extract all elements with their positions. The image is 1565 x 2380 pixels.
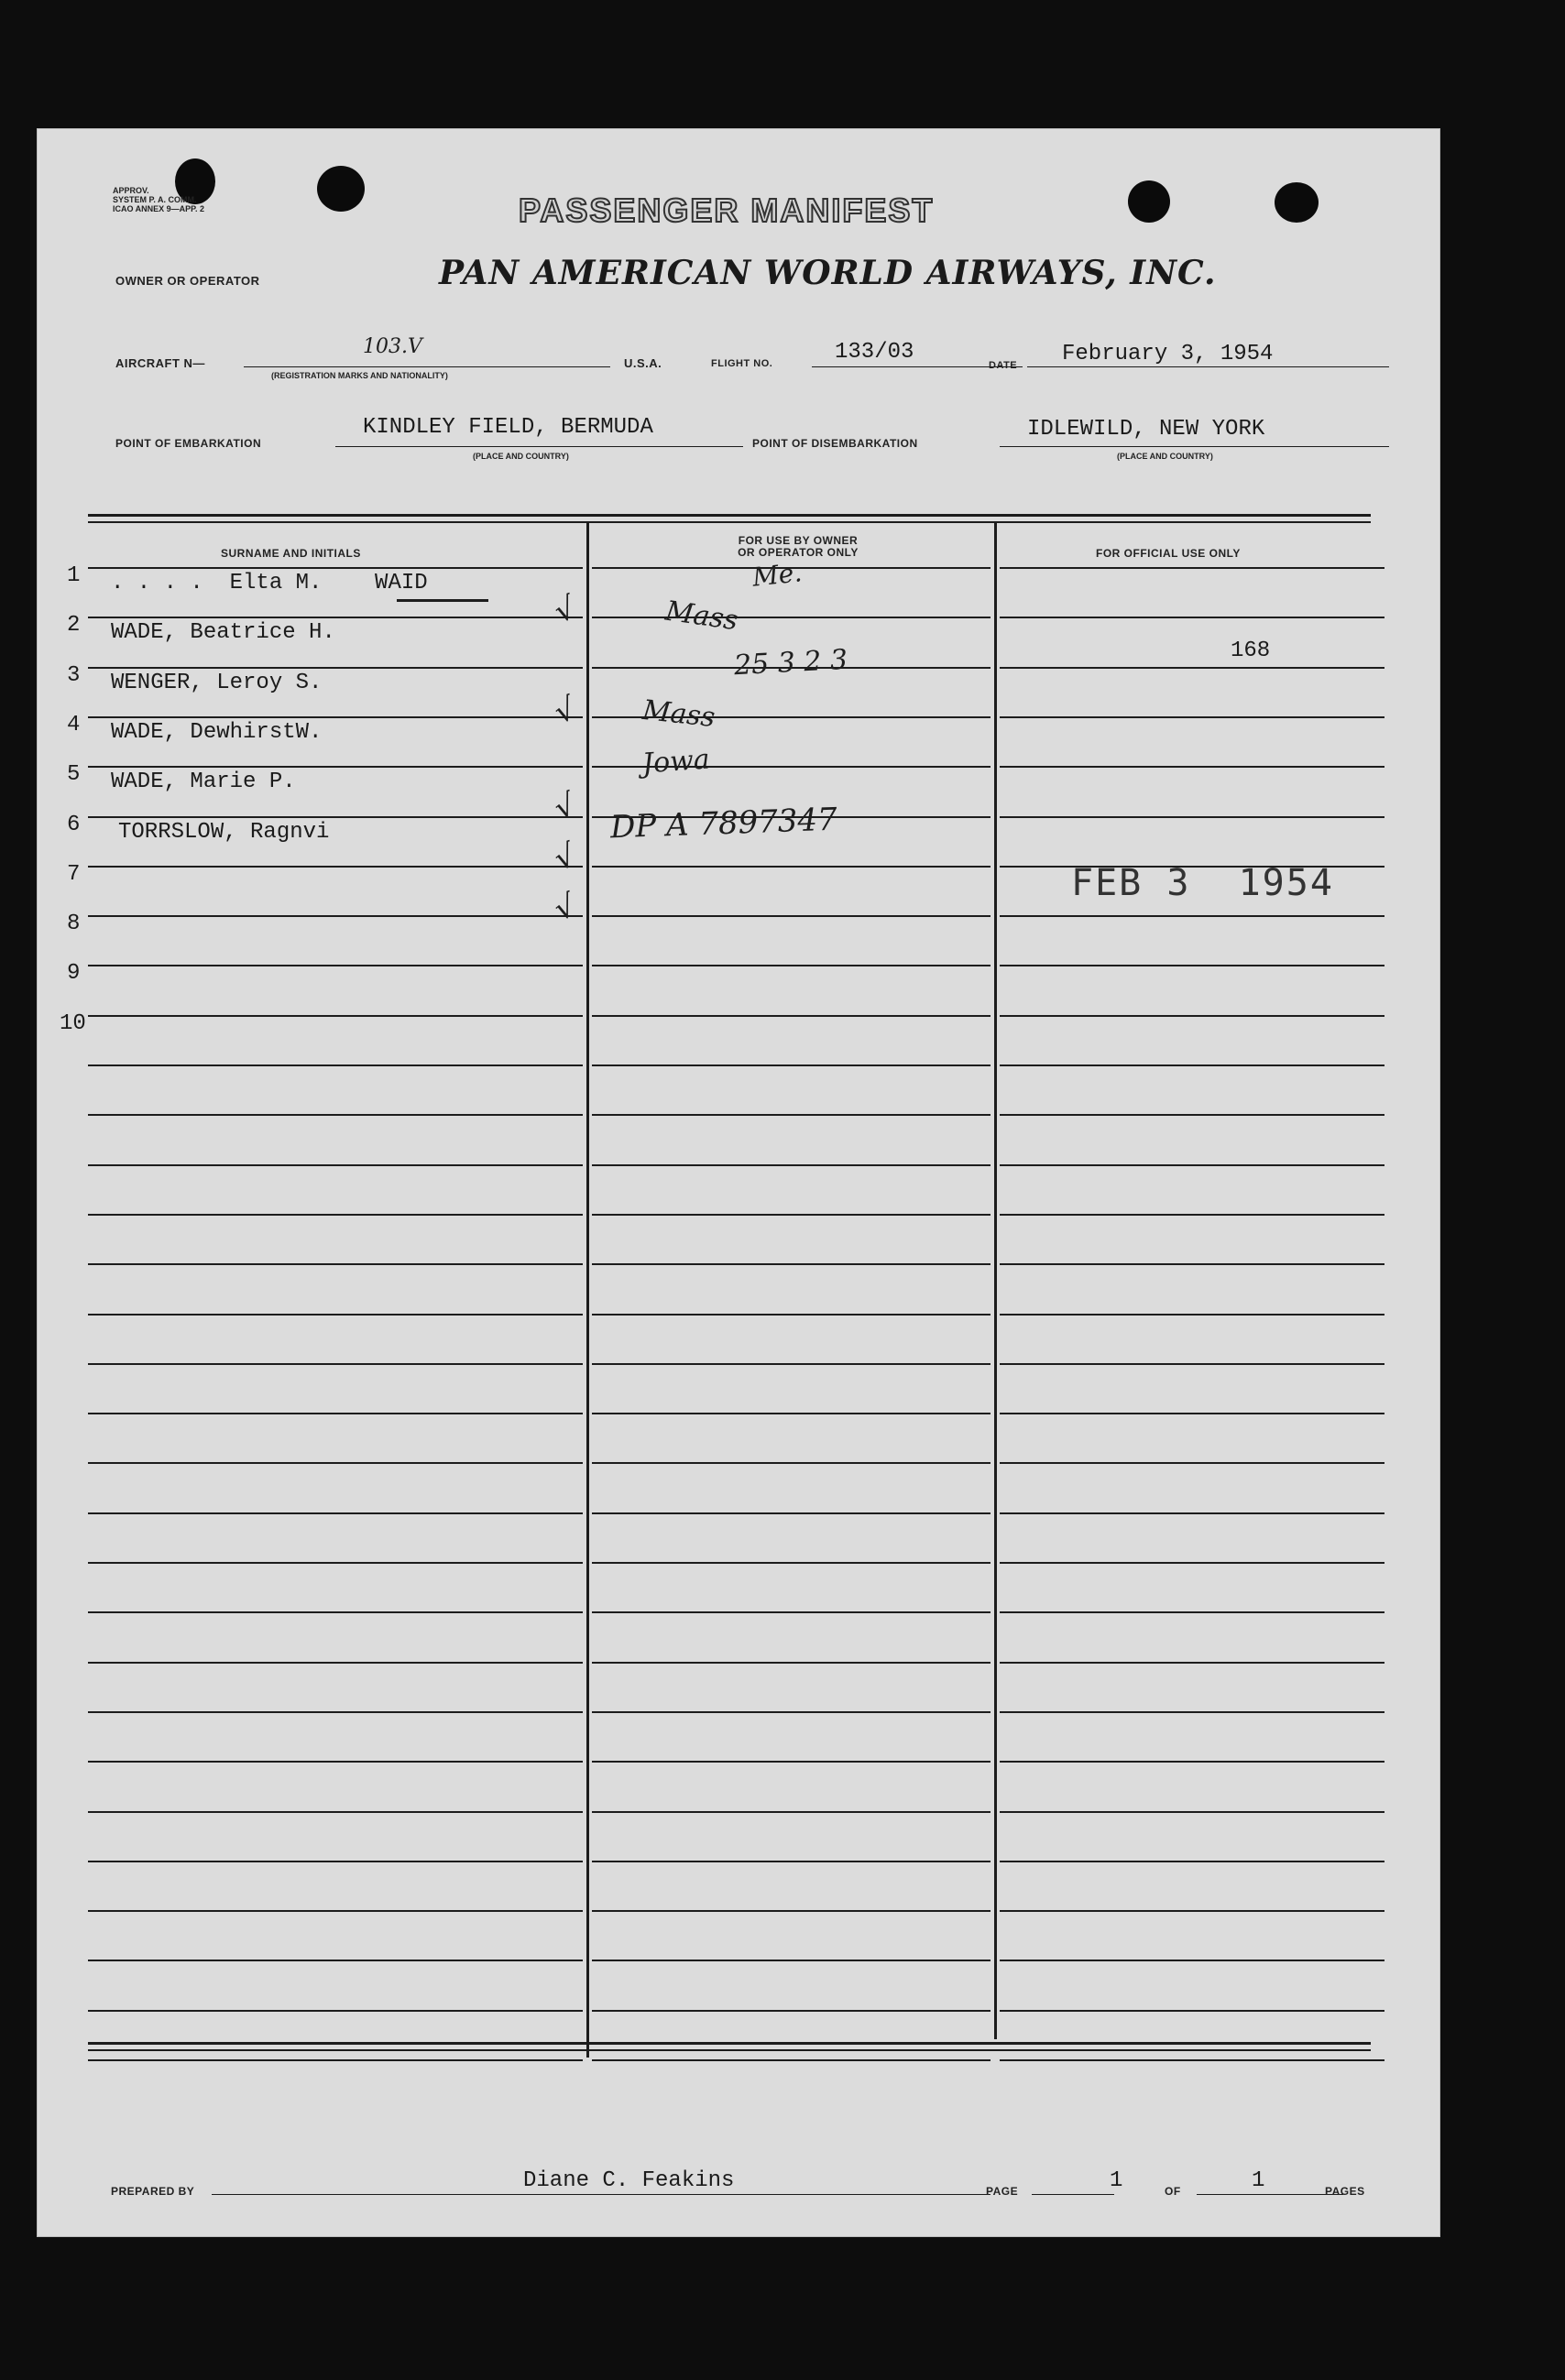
- row-rule: [88, 2059, 583, 2061]
- row-rule: [592, 866, 990, 868]
- row-rule: [88, 1562, 583, 1564]
- usa-label: U.S.A.: [624, 356, 662, 370]
- row-number: 5: [67, 762, 81, 787]
- punch-hole: [1128, 180, 1170, 223]
- row-rule: [1000, 1512, 1384, 1514]
- row-rule: [592, 1761, 990, 1763]
- owner-note: Jowa: [640, 743, 711, 781]
- row-rule: [592, 1214, 990, 1216]
- disembarkation-value: IDLEWILD, NEW YORK: [1027, 417, 1265, 442]
- prepared-by-label: PREPARED BY: [111, 2185, 195, 2198]
- row-rule: [592, 1711, 990, 1713]
- column-divider: [994, 523, 997, 2039]
- row-rule: [1000, 1761, 1384, 1763]
- row-rule: [592, 1064, 990, 1066]
- row-rule: [1000, 1314, 1384, 1316]
- date-value: February 3, 1954: [1062, 342, 1274, 366]
- row-rule: [592, 1562, 990, 1564]
- row-rule: [88, 1263, 583, 1265]
- row-rule: [88, 1512, 583, 1514]
- disembarkation-sublabel: (PLACE AND COUNTRY): [1117, 452, 1213, 461]
- row-rule: [592, 1811, 990, 1813]
- row-rule: [1000, 617, 1384, 618]
- manifest-sheet: [37, 128, 1440, 2237]
- row-rule: [88, 1611, 583, 1613]
- row-rule: [1000, 1462, 1384, 1464]
- approval-line: SYSTEM P. A. COMM.: [113, 195, 197, 204]
- column-divider: [586, 523, 589, 2058]
- row-rule: [1000, 567, 1384, 569]
- row-rule: [1000, 1064, 1384, 1066]
- row-rule: [592, 965, 990, 966]
- row-number: 8: [67, 912, 81, 936]
- row-rule: [88, 1662, 583, 1664]
- row-rule: [88, 1064, 583, 1066]
- embarkation-label: POINT OF EMBARKATION: [115, 437, 262, 450]
- row-rule: [592, 617, 990, 618]
- approval-line: APPROV.: [113, 186, 149, 195]
- passenger-name: TORRSLOW, Ragnvi: [118, 820, 330, 845]
- row-rule: [592, 1015, 990, 1017]
- row-rule: [88, 1015, 583, 1017]
- row-rule: [592, 1114, 990, 1116]
- owner-note: Mass: [662, 595, 740, 638]
- row-rule: [1000, 965, 1384, 966]
- table-bottom-rule: [88, 2042, 1371, 2045]
- row-rule: [88, 866, 583, 868]
- row-rule: [88, 1960, 583, 1961]
- row-rule: [592, 1611, 990, 1613]
- row-rule: [1000, 2059, 1384, 2061]
- row-number: 3: [67, 663, 81, 688]
- row-rule: [1000, 1562, 1384, 1564]
- passenger-name: WADE, Beatrice H.: [111, 620, 335, 645]
- row-rule: [88, 567, 583, 569]
- check-mark: √: [549, 786, 581, 828]
- page-label: PAGE: [986, 2185, 1019, 2198]
- row-rule: [1000, 716, 1384, 718]
- col-header-surname: SURNAME AND INITIALS: [221, 547, 361, 560]
- row-rule: [1000, 1711, 1384, 1713]
- col-header-official: FOR OFFICIAL USE ONLY: [1096, 547, 1241, 560]
- row-rule: [592, 1263, 990, 1265]
- row-rule: [88, 915, 583, 917]
- row-rule: [1000, 2010, 1384, 2012]
- row-rule: [1000, 1114, 1384, 1116]
- table-bottom-rule: [88, 2049, 1371, 2051]
- of-underline: [1197, 2194, 1343, 2195]
- passenger-name: WENGER, Leroy S.: [111, 671, 323, 695]
- row-rule: [592, 1910, 990, 1912]
- embarkation-sublabel: (PLACE AND COUNTRY): [473, 452, 569, 461]
- row-rule: [592, 1413, 990, 1414]
- date-underline: [1027, 366, 1389, 367]
- row-rule: [88, 816, 583, 818]
- passenger-name: . . . . Elta M. WAID: [111, 571, 428, 595]
- row-rule: [592, 2010, 990, 2012]
- page-underline: [1032, 2194, 1114, 2195]
- aircraft-value: 103.V: [363, 335, 422, 358]
- passenger-name: WADE, DewhirstW.: [111, 720, 323, 745]
- row-rule: [88, 617, 583, 618]
- punch-hole: [317, 166, 365, 212]
- table-top-rule: [88, 521, 1371, 523]
- row-rule: [88, 1462, 583, 1464]
- row-rule: [88, 1363, 583, 1365]
- row-rule: [1000, 1811, 1384, 1813]
- row-rule: [88, 1413, 583, 1414]
- punch-hole: [1275, 182, 1319, 223]
- row-rule: [1000, 766, 1384, 768]
- row-rule: [88, 2010, 583, 2012]
- pages-label: PAGES: [1325, 2185, 1365, 2198]
- row-number: 7: [67, 862, 81, 887]
- owner-value: PAN AMERICAN WORLD AIRWAYS, INC.: [439, 254, 1217, 292]
- flight-value: 133/03: [835, 340, 914, 365]
- owner-note: DP A 7897347: [609, 801, 838, 846]
- table-top-rule: [88, 514, 1371, 517]
- embarkation-underline: [335, 446, 743, 447]
- row-rule: [1000, 1263, 1384, 1265]
- row-rule: [1000, 1214, 1384, 1216]
- owner-label: OWNER OR OPERATOR: [115, 274, 260, 288]
- row-rule: [592, 1462, 990, 1464]
- page-value: 1: [1110, 2168, 1123, 2193]
- row-number: 4: [67, 713, 81, 737]
- row-rule: [1000, 1015, 1384, 1017]
- aircraft-label: AIRCRAFT N—: [115, 356, 205, 370]
- row-rule: [1000, 816, 1384, 818]
- row-rule: [88, 1164, 583, 1166]
- col-header-owner-line: FOR USE BY OWNER: [738, 534, 859, 547]
- page-title: PASSENGER MANIFEST: [519, 191, 935, 229]
- row-rule: [88, 1114, 583, 1116]
- row-rule: [88, 965, 583, 966]
- approval-line: ICAO ANNEX 9—APP. 2: [113, 204, 205, 213]
- of-value: 1: [1252, 2168, 1265, 2193]
- row-rule: [592, 1960, 990, 1961]
- row-rule: [88, 1761, 583, 1763]
- prepared-underline: [212, 2194, 990, 2195]
- row-rule: [88, 1711, 583, 1713]
- row-rule: [1000, 1164, 1384, 1166]
- of-label: OF: [1165, 2185, 1181, 2198]
- row-rule: [592, 1662, 990, 1664]
- disembarkation-underline: [1000, 446, 1389, 447]
- flight-label: FLIGHT NO.: [711, 358, 773, 369]
- row-rule: [592, 1861, 990, 1862]
- row-rule: [592, 915, 990, 917]
- check-mark: √: [549, 887, 581, 929]
- row-rule: [88, 1910, 583, 1912]
- approval-block: [113, 186, 204, 213]
- row-rule: [88, 1314, 583, 1316]
- row-rule: [592, 1314, 990, 1316]
- row-rule: [1000, 1861, 1384, 1862]
- row-rule: [88, 1214, 583, 1216]
- row-rule: [1000, 1611, 1384, 1613]
- check-mark: √: [549, 589, 581, 631]
- passenger-name: WADE, Marie P.: [111, 770, 296, 794]
- date-label: DATE: [989, 360, 1018, 371]
- col-header-owner-line: OR OPERATOR ONLY: [738, 546, 859, 559]
- aircraft-underline: [244, 366, 610, 367]
- row-rule: [88, 667, 583, 669]
- owner-note: Mass: [640, 693, 717, 735]
- row-rule: [1000, 915, 1384, 917]
- row-rule: [1000, 1960, 1384, 1961]
- row-rule: [592, 1363, 990, 1365]
- embarkation-value: KINDLEY FIELD, BERMUDA: [363, 415, 653, 440]
- row-rule: [592, 1164, 990, 1166]
- row-rule: [1000, 1910, 1384, 1912]
- row-rule: [88, 716, 583, 718]
- aircraft-sublabel: (REGISTRATION MARKS AND NATIONALITY): [271, 371, 448, 380]
- official-note: 168: [1231, 639, 1271, 663]
- owner-note: 25 3 2 3: [733, 643, 848, 682]
- prepared-by-value: Diane C. Feakins: [523, 2168, 735, 2193]
- waid-underline: [397, 599, 488, 602]
- row-rule: [1000, 1662, 1384, 1664]
- check-mark: √: [549, 690, 581, 732]
- row-number: 9: [67, 961, 81, 986]
- row-rule: [88, 1861, 583, 1862]
- owner-note: Me.: [750, 557, 804, 593]
- row-number: 1: [67, 563, 81, 588]
- row-rule: [1000, 1413, 1384, 1414]
- row-number: 10: [60, 1011, 86, 1036]
- row-rule: [88, 1811, 583, 1813]
- col-header-owner: [697, 535, 899, 559]
- date-stamp: FEB 3 1954: [1071, 862, 1334, 904]
- check-mark: √: [549, 836, 581, 879]
- row-rule: [592, 2059, 990, 2061]
- disembarkation-label: POINT OF DISEMBARKATION: [752, 437, 918, 450]
- row-rule: [1000, 1363, 1384, 1365]
- row-number: 6: [67, 813, 81, 837]
- row-rule: [88, 766, 583, 768]
- row-number: 2: [67, 613, 81, 638]
- row-rule: [592, 1512, 990, 1514]
- row-rule: [1000, 667, 1384, 669]
